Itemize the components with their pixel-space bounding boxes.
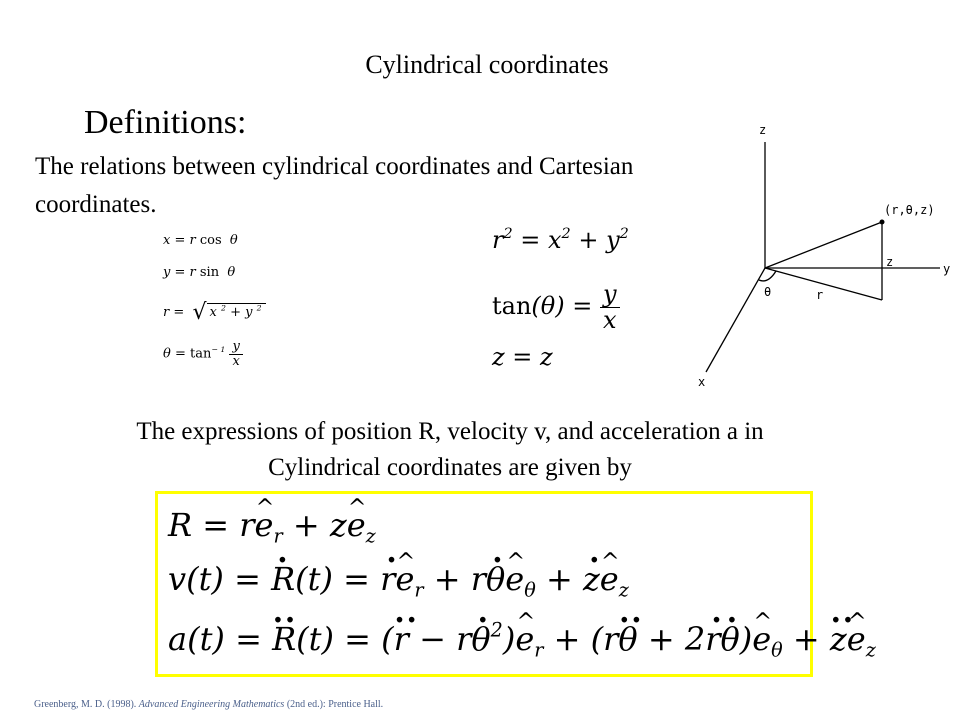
point-marker [880, 220, 885, 225]
expressions-text-line2: Cylindrical coordinates are given by [268, 454, 632, 481]
equation-tan-theta: tan(θ) = $\frac{y}{x}$ [492, 282, 620, 333]
cylindrical-coordinates-figure [678, 110, 960, 398]
equation-velocity: v(t) = . R(t) = . r^ $e_r + r$. θ^ $e_\theta$ + . z^ $e_z$ [168, 560, 629, 598]
section-heading: Definitions: [84, 104, 247, 141]
x-axis-label: x [698, 375, 706, 389]
expressions-text-line1: The expressions of position R, velocity v, and acceleration a in [136, 418, 764, 445]
intro-text: The relations between cylindrical coordinates and Cartesian coordinates. [35, 153, 634, 218]
figure-background [678, 110, 960, 398]
citation-book-title: Advanced Engineering Mathematics [138, 699, 285, 710]
angle-label: θ [764, 285, 772, 299]
slide-title: Cylindrical coordinates [365, 50, 609, 79]
equation-r-definition: r = √ x $^2$ + y $^2$ [163, 300, 266, 325]
boxed-equations [155, 491, 876, 677]
citation-authors: Greenberg, M. D. (1998). [34, 699, 137, 710]
z-axis-label: z [759, 123, 767, 137]
equation-y-definition: y = r sin θ [163, 265, 236, 280]
y-axis-label: y [943, 262, 951, 276]
point-label: (r,θ,z) [884, 203, 935, 217]
radius-label: r [816, 288, 824, 302]
equation-r-squared: $r^2 = x^2 + y^2$ [492, 225, 629, 254]
equation-x-definition: x = r cos θ [163, 233, 238, 248]
equation-acceleration: a(t) = .. R(t) = (.. r − r. $\theta^2)\^{}$ $e_r + (r$.. θ + 2. r. θ)^ $e_\theta$ + .. z^ $e_z$ [168, 620, 876, 658]
height-label: z [886, 255, 894, 269]
citation [34, 699, 383, 710]
equation-theta-definition: $\theta = \tan^{- 1}$ $\frac{y}{x}$ [163, 340, 243, 368]
equation-z-equals-z: z = z [492, 343, 553, 371]
citation-edition: (2nd ed.): Prentice Hall. [286, 699, 384, 710]
equation-position: R = r^ $e_r$ + z^ $e_z$ [168, 506, 376, 544]
expressions-text [40, 414, 860, 486]
